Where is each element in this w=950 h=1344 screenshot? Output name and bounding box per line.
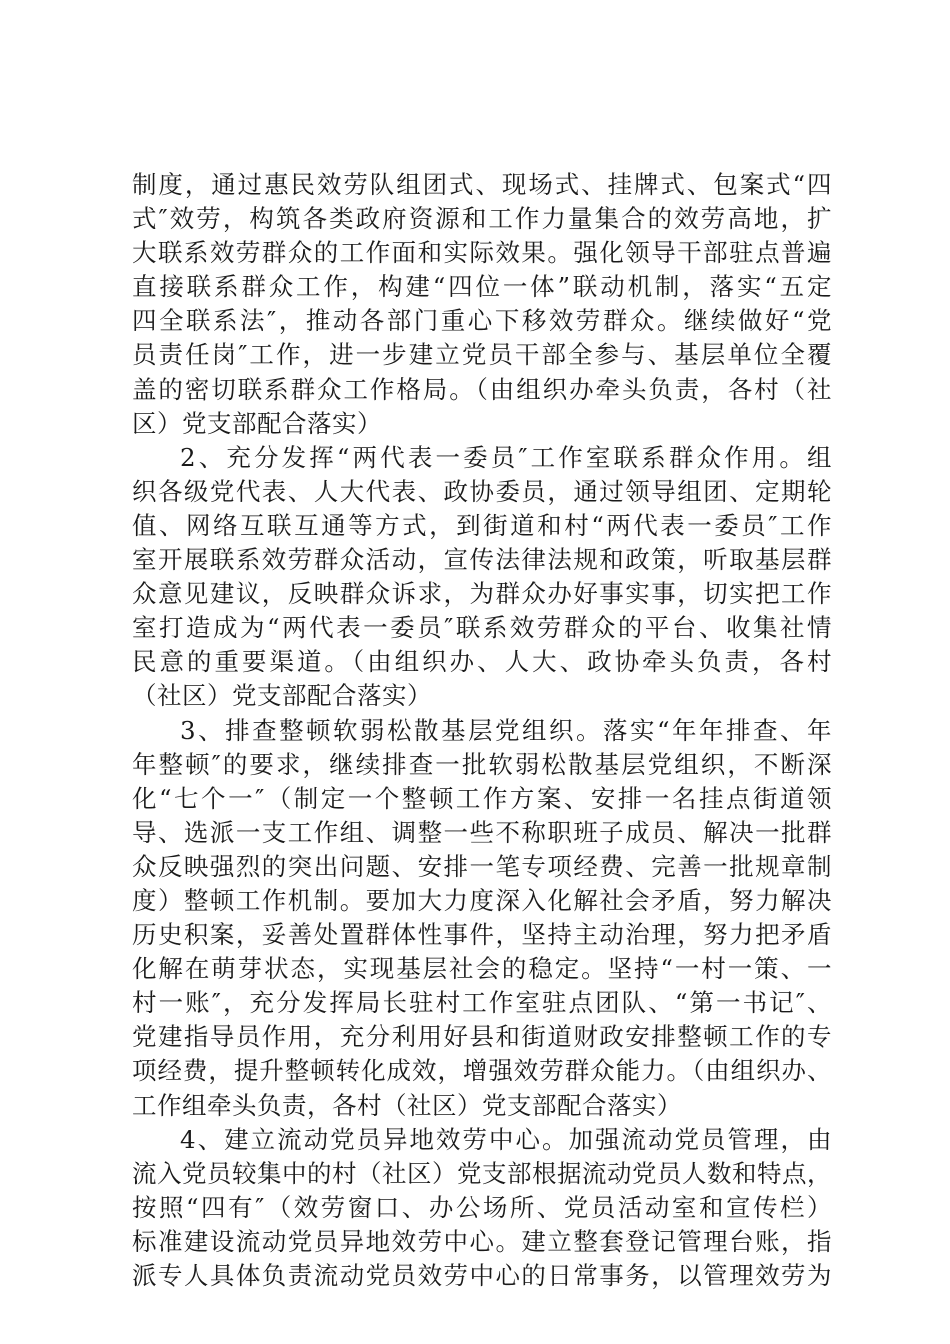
text-line: 民意的重要渠道。（由组织办、人大、政协牵头负责，各村 <box>132 647 832 677</box>
text-line: 年整顿″的要求，继续排查一批软弱松散基层党组织，不断深 <box>132 749 832 779</box>
text-line: （社区）党支部配合落实） <box>132 681 432 711</box>
text-line: 室打造成为“两代表一委员″联系效劳群众的平台、收集社情 <box>132 613 832 643</box>
text-line: 盖的密切联系群众工作格局。（由组织办牵头负责，各村（社 <box>132 374 832 404</box>
text-line: 度）整顿工作机制。要加大力度深入化解社会矛盾，努力解决 <box>132 885 832 915</box>
text-line: 化解在萌芽状态，实现基层社会的稳定。坚持“一村一策、一 <box>132 954 832 984</box>
text-line: 制度，通过惠民效劳队组团式、现场式、挂牌式、包案式“四 <box>132 170 832 199</box>
text-line: 村一账″，充分发挥局长驻村工作室驻点团队、“第一书记″、 <box>132 988 832 1018</box>
text-line: 导、选派一支工作组、调整一些不称职班子成员、解决一批群 <box>132 817 832 847</box>
text-line: 工作组牵头负责，各村（社区）党支部配合落实） <box>132 1090 682 1120</box>
text-line: 直接联系群众工作，构建“四位一体”联动机制，落实“五定 <box>132 272 832 302</box>
text-line: 派专人具体负责流动党员效劳中心的日常事务，以管理效劳为 <box>132 1261 832 1290</box>
text-line: 党建指导员作用，充分利用好县和街道财政安排整顿工作的专 <box>132 1022 832 1052</box>
paragraph-3-heading-line: 3、排查整顿软弱松散基层党组织。落实“年年排查、年 <box>180 715 832 745</box>
text-line: 项经费，提升整顿转化成效，增强效劳群众能力。（由组织办、 <box>132 1056 832 1086</box>
document-body <box>132 168 832 1293</box>
text-line: 织各级党代表、人大代表、政协委员，通过领导组团、定期轮 <box>132 476 832 506</box>
paragraph-4-heading-line: 4、建立流动党员异地效劳中心。加强流动党员管理，由 <box>180 1124 832 1154</box>
text-line: 众意见建议，反映群众诉求，为群众办好事实事，切实把工作 <box>132 579 832 609</box>
text-line: 区）党支部配合落实） <box>132 408 382 438</box>
text-line: 历史积案，妥善处置群体性事件，坚持主动治理，努力把矛盾 <box>132 920 832 950</box>
text-line: 式″效劳，构筑各类政府资源和工作力量集合的效劳高地，扩 <box>132 204 832 234</box>
paragraph-2-heading-line: 2、充分发挥“两代表一委员″工作室联系群众作用。组 <box>180 442 832 472</box>
text-line: 流入党员较集中的村（社区）党支部根据流动党员人数和特点， <box>132 1158 832 1188</box>
text-line: 按照“四有″（效劳窗口、办公场所、党员活动室和宣传栏） <box>132 1192 832 1222</box>
text-line: 员责任岗″工作，进一步建立党员干部全参与、基层单位全覆 <box>132 340 832 370</box>
text-line: 化“七个一″（制定一个整顿工作方案、安排一名挂点街道领 <box>132 783 832 813</box>
text-line: 值、网络互联互通等方式，到街道和村“两代表一委员″工作 <box>132 510 832 540</box>
text-line: 众反映强烈的突出问题、安排一笔专项经费、完善一批规章制 <box>132 851 832 881</box>
text-line: 标准建设流动党员异地效劳中心。建立整套登记管理台账，指 <box>132 1226 832 1256</box>
text-line: 四全联系法″，推动各部门重心下移效劳群众。继续做好“党 <box>132 306 832 336</box>
text-line: 大联系效劳群众的工作面和实际效果。强化领导干部驻点普遍 <box>132 238 832 268</box>
text-line: 室开展联系效劳群众活动，宣传法律法规和政策，听取基层群 <box>132 545 832 575</box>
